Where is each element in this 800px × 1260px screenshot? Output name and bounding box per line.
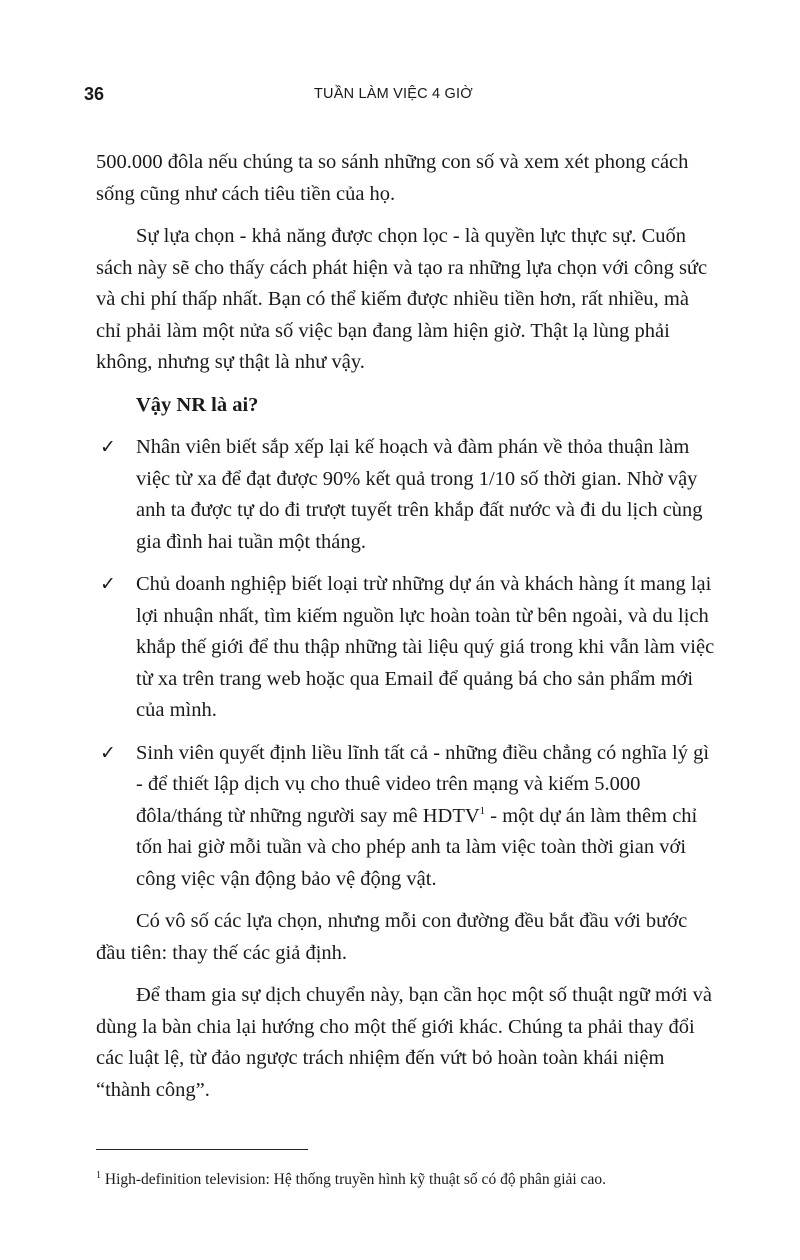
list-item-text: Chủ doanh nghiệp biết loại trừ những dự án và khách hàng ít mang lại lợi nhuận nhất, tìm kiếm nguồn lực hoàn toàn từ bên ngoài, và du lịch khắp thế giới để thu thập những tài liệu quý giá trong khi vẫn làm việc từ xa trên trang web hoặc qua Email để quảng bá cho sản phẩm mới của mình.	[136, 573, 715, 721]
list-item-text: Nhân viên biết sắp xếp lại kế hoạch và đàm phán về thỏa thuận làm việc từ xa để đạt được 90% kết quả trong 1/10 số thời gian. Nhờ vậy anh ta được tự do đi trượt tuyết trên khắp đất nước và đi du lịch cùng gia đình hai tuần một tháng.	[136, 436, 703, 553]
footnote-divider	[96, 1149, 308, 1150]
checkmark-icon: ✓	[100, 573, 116, 595]
footnote-marker: 1	[96, 1170, 101, 1181]
list-item-text-continued: - một dự án làm thêm chỉ tốn hai giờ mỗi tuần và cho phép anh ta làm việc toàn thời gian với công việc vận động bảo vệ động vật.	[136, 804, 698, 890]
section-subheading: Vậy NR là ai?	[136, 393, 259, 416]
running-head: TUẦN LÀM VIỆC 4 GIỜ	[314, 86, 473, 102]
list-item	[96, 569, 716, 727]
footnote-text: High-definition television: Hệ thống truyền hình kỹ thuật số có độ phân giải cao.	[101, 1171, 606, 1188]
page-header	[84, 84, 716, 108]
page-number: 36	[84, 84, 105, 104]
paragraph: 500.000 đôla nếu chúng ta so sánh những con số và xem xét phong cách sống cũng như cách tiêu tiền của họ.	[96, 151, 689, 205]
bullet-list	[96, 432, 716, 895]
checkmark-icon: ✓	[100, 436, 116, 458]
body-text	[96, 147, 716, 1117]
list-item-text: Sinh viên quyết định liều lĩnh tất cả - những điều chẳng có nghĩa lý gì - để thiết lập dịch vụ cho thuê video trên mạng và kiếm 5.000 đôla/tháng từ những người say mê HDTV	[136, 741, 710, 827]
list-item	[96, 738, 716, 896]
list-item	[96, 432, 716, 558]
checkmark-icon: ✓	[100, 741, 116, 764]
footnote-reference[interactable]: 1	[479, 804, 486, 817]
paragraph: Sự lựa chọn - khả năng được chọn lọc - là quyền lực thực sự. Cuốn sách này sẽ cho thấy cách phát hiện và tạo ra những lựa chọn với công sức và chi phí thấp nhất. Bạn có thể kiếm được nhiều tiền hơn, rất nhiều, mà chỉ phải làm một nửa số việc bạn đang làm hiện giờ. Thật lạ lùng phải không, nhưng sự thật là như vậy.	[96, 225, 708, 373]
footnote	[96, 1169, 736, 1191]
paragraph: Để tham gia sự dịch chuyển này, bạn cần học một số thuật ngữ mới và dùng la bàn chia lại hướng cho một thế giới khác. Chúng ta phải thay đổi các luật lệ, từ đảo ngược trách nhiệm đến vứt bỏ hoàn toàn khái niệm “thành công”.	[96, 984, 712, 1101]
paragraph: Có vô số các lựa chọn, nhưng mỗi con đường đều bắt đầu với bước đầu tiên: thay thế các giả định.	[96, 910, 688, 964]
